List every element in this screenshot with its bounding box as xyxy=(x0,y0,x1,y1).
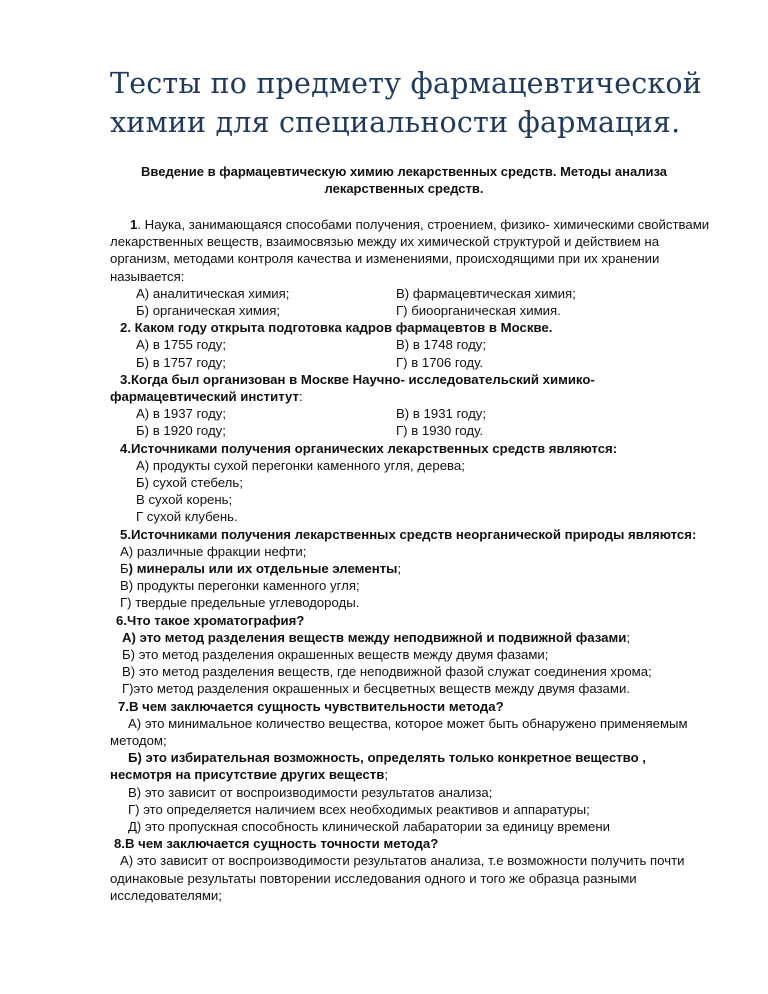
question-5-option-b-end: ; xyxy=(397,560,402,576)
question-5-option-v: В) продукты перегонки каменного угля; xyxy=(120,578,360,594)
question-7-option-b-end: ; xyxy=(384,767,388,783)
question-1-option-a: А) аналитическая химия; xyxy=(136,285,290,301)
question-7-option-v: В) это зависит от воспроизводимости результатов анализа; xyxy=(128,784,493,800)
question-7-option-b xyxy=(110,749,710,783)
question-2-option-a: А) в 1755 году; xyxy=(136,337,227,353)
question-7-option-a: А) это минимальное количество вещества, которое может быть обнаружено применяемым методом; xyxy=(110,715,688,748)
question-5-option-a: А) различные фракции нефти; xyxy=(120,543,307,559)
question-8: 8.В чем заключается сущность точности метода? xyxy=(114,836,439,852)
question-3 xyxy=(110,371,710,405)
question-2-option-g: Г) в 1706 году. xyxy=(396,354,484,370)
question-1 xyxy=(110,216,710,285)
test-content xyxy=(110,216,710,904)
question-2-option-b: Б) в 1757 году; xyxy=(136,354,226,370)
question-1-options-row-2 xyxy=(110,302,710,319)
question-4-option-b: Б) сухой стебель; xyxy=(136,474,243,490)
question-3-colon: : xyxy=(298,388,303,404)
page-title: Тесты по предмету фармацевтической химии для специальности фармация. xyxy=(110,67,702,139)
question-6-option-g: Г)это метод разделения окрашенных и бесцветных веществ между двумя фазами. xyxy=(122,681,630,697)
question-6-option-a-end: ; xyxy=(626,629,631,645)
question-4: 4.Источниками получения органических лекарственных средств являются: xyxy=(120,440,618,456)
question-3-option-a: А) в 1937 году; xyxy=(136,406,227,422)
question-6-option-b: Б) это метод разделения окрашенных веществ между двумя фазами; xyxy=(122,646,549,662)
question-6-option-a-answer: А) это метод разделения веществ между неподвижной и подвижной фазами xyxy=(122,629,627,645)
question-3-option-v: В) в 1931 году; xyxy=(396,406,487,422)
question-4-option-v: В сухой корень; xyxy=(136,492,233,508)
question-1-option-g: Г) биоорганическая химия. xyxy=(396,303,561,318)
question-7-option-d: Д) это пропускная способность клинической лабаратории за единицу времени xyxy=(128,819,610,835)
question-6-option-a xyxy=(110,629,710,646)
question-1-options-row-1 xyxy=(110,285,710,302)
question-5-option-b-answer: ) минералы или их отдельные элементы xyxy=(128,560,398,576)
question-3-text: 3.Когда был организован в Москве Научно- исследовательский химико-фармацевтический институт xyxy=(110,371,595,404)
question-6: 6.Что такое хроматография? xyxy=(116,612,305,628)
question-5-option-b-letter: Б xyxy=(120,560,129,576)
question-1-number: 1 xyxy=(130,217,138,232)
question-7-option-g: Г) это определяется наличием всех необходимых реактивов и аппаратуры; xyxy=(128,801,590,817)
question-2-options-row-1 xyxy=(110,336,710,353)
question-5-option-b xyxy=(110,560,710,577)
section-subtitle: Введение в фармацевтическую химию лекарственных средств. Методы анализа лекарственных средств. xyxy=(141,164,667,196)
question-7-option-b-answer: Б) это избирательная возможность, определять только конкретное вещество , несмотря на присутствие других веществ xyxy=(110,750,646,783)
question-3-option-b: Б) в 1920 году; xyxy=(136,423,226,439)
question-1-text: . Наука, занимающаяся способами получения, строением, физико- химическими свойствами лекарственных веществ, взаимосвязью между их химической структурой и действием на организм, методами контроля качества и изменениями, происходящими при их хранении называется: xyxy=(110,217,710,284)
question-2-options-row-2 xyxy=(110,354,710,371)
question-2-option-v: В) в 1748 году; xyxy=(396,337,487,353)
question-6-option-v: В) это метод разделения веществ, где неподвижной фазой служат соединения хрома; xyxy=(122,664,652,680)
question-5-option-g: Г) твердые предельные углеводороды. xyxy=(120,595,360,611)
question-7: 7.В чем заключается сущность чувствительности метода? xyxy=(118,698,504,714)
question-3-option-g: Г) в 1930 году. xyxy=(396,423,484,439)
question-4-option-a: А) продукты сухой перегонки каменного угля, дерева; xyxy=(136,457,465,473)
question-5: 5.Источниками получения лекарственных средств неорганической природы являются: xyxy=(120,526,697,542)
question-3-options-row-1 xyxy=(110,405,710,422)
question-4-option-g: Г сухой клубень. xyxy=(136,509,238,525)
question-1-option-v: В) фармацевтическая химия; xyxy=(396,285,576,301)
question-3-options-row-2 xyxy=(110,422,710,439)
question-8-option-a: А) это зависит от воспроизводимости результатов анализа, т.е возможности получить почти одинаковые результаты повторении исследования одного и того же образца разными исследователями; xyxy=(110,853,685,903)
question-2: 2. Каком году открыта подготовка кадров фармацевтов в Москве. xyxy=(120,320,553,336)
question-1-option-b: Б) органическая химия; xyxy=(136,303,281,318)
